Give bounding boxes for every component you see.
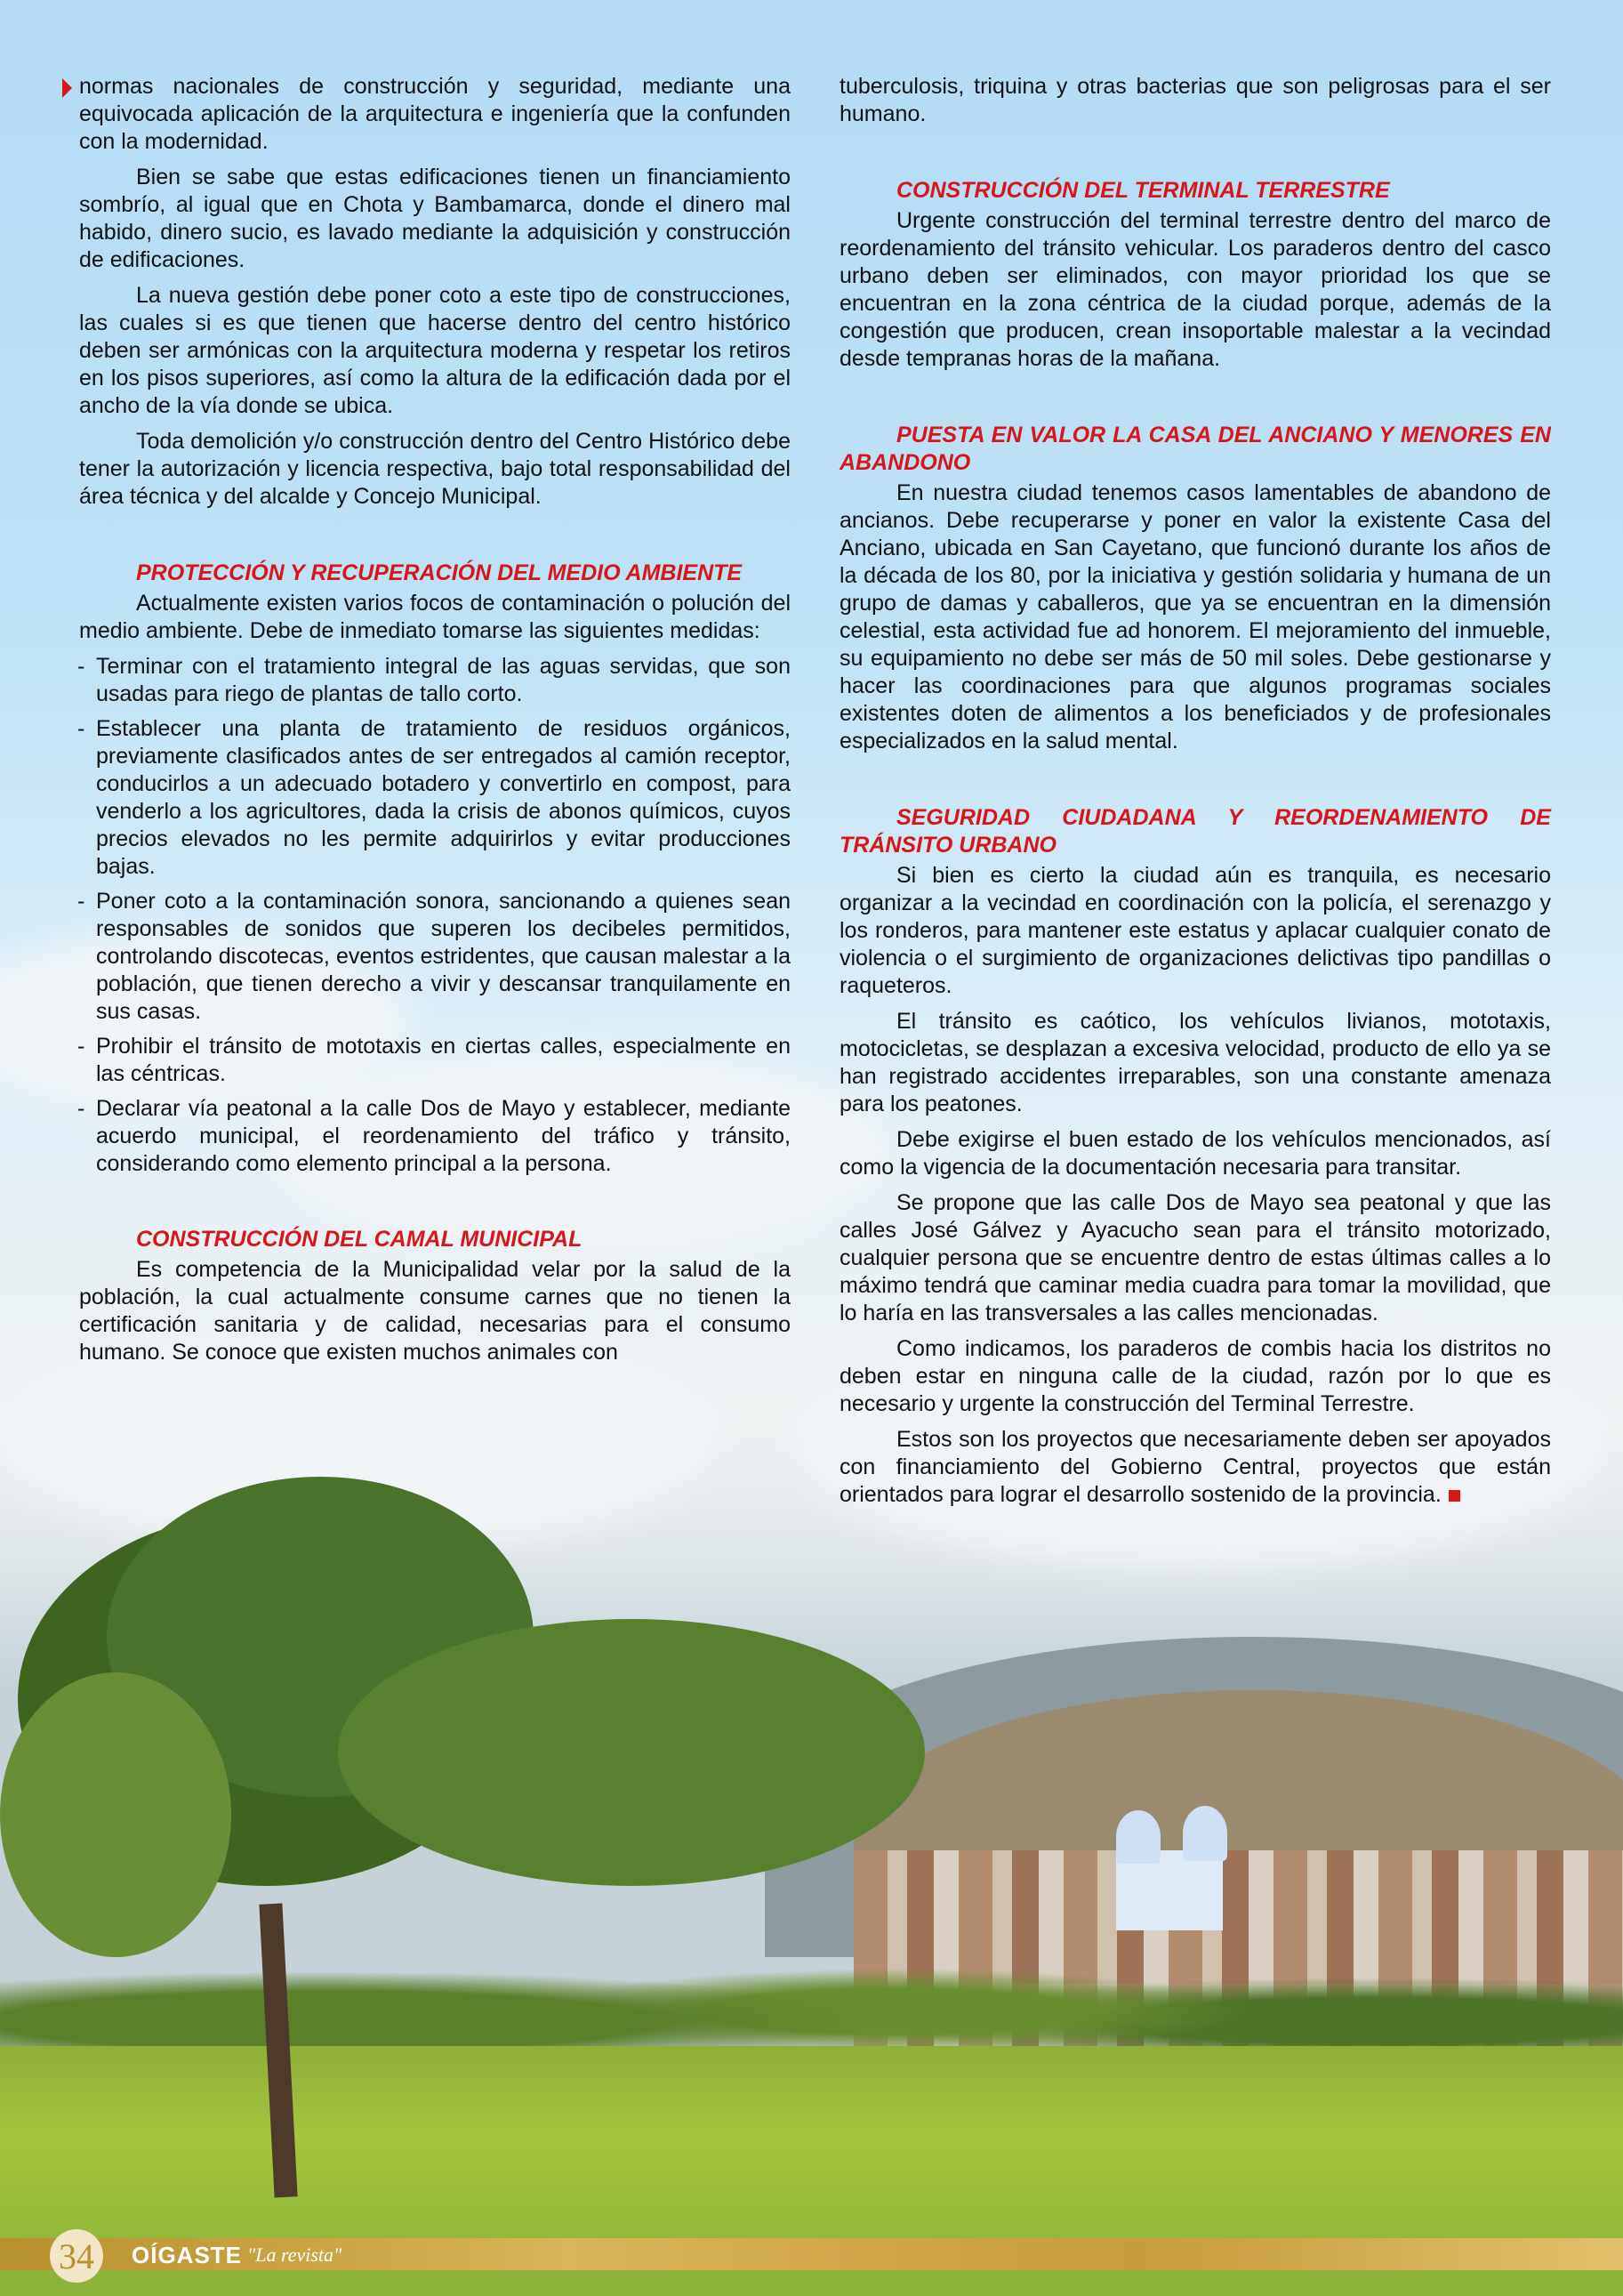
paragraph: Se propone que las calle Dos de Mayo sea peatonal y que las calles José Gálvez y Ayacucho sean para el tránsito motorizado, cualquier persona que se encuentre dentro de estas últimas calles a lo máximo tendrá que caminar media cuadra para tomar la movilidad, que lo haría en las transversales a las calles mencionadas.	[840, 1190, 1551, 1325]
paragraph: normas nacionales de construcción y seguridad, mediante una equivocada aplicación de la arquitectura e ingeniería que la confunden con la modernidad.	[79, 74, 791, 154]
section-heading-seguridad: SEGURIDAD CIUDADANA Y REORDENAMIENTO DE TRÁNSITO URBANO	[840, 805, 1551, 858]
church-dome-right	[1183, 1806, 1227, 1861]
left-column	[79, 73, 791, 1374]
right-column	[840, 73, 1551, 1517]
footer-grass-strip	[0, 2270, 1623, 2296]
paragraph: Bien se sabe que estas edificaciones tienen un financiamiento sombrío, al igual que en Chota y Bambamarca, donde el dinero mal habido, dinero sucio, es lavado mediante la adquisición y construcción de edificaciones.	[79, 165, 791, 272]
arrow-marker-icon	[62, 78, 72, 98]
page-number: 34	[59, 2236, 94, 2276]
section-heading-terminal: CONSTRUCCIÓN DEL TERMINAL TERRESTRE	[896, 178, 1390, 203]
section-heading-anciano: PUESTA EN VALOR LA CASA DEL ANCIANO Y MENORES EN ABANDONO	[840, 423, 1551, 475]
end-square-icon	[1449, 1490, 1460, 1502]
paragraph: La nueva gestión debe poner coto a este tipo de construcciones, las cuales si es que tienen que hacerse dentro del centro histórico deben ser armónicas con la arquitectura moderna y respetar los retiros en los pisos superiores, así como la altura de la edificación dada por el ancho de la vía donde se ubica.	[79, 283, 791, 418]
paragraph: Es competencia de la Municipalidad velar por la salud de la población, la cual actualmente consume carnes que no tienen la certificación sanitaria y de calidad, necesarias para el consumo humano. Se conoce que existen muchos animales con	[79, 1257, 791, 1365]
list-item: - Establecer una planta de tratamiento de residuos orgánicos, previamente clasificados antes de ser entregados al camión receptor, conducirlos a un adecuado botadero y convertirlo en compost, para venderlo a los agricultores, dada la crisis de abonos químicos, cuyos precios elevados no les permite adquirirlos y evitar producciones bajas.	[77, 715, 791, 881]
paragraph: Toda demolición y/o construcción dentro del Centro Histórico debe tener la autorización y licencia respectiva, bajo total responsabilidad del área técnica y del alcalde y Concejo Municipal.	[79, 429, 791, 509]
section-heading-ambiente: PROTECCIÓN Y RECUPERACIÓN DEL MEDIO AMBIENTE	[136, 560, 743, 585]
list-item: - Poner coto a la contaminación sonora, sancionando a quienes sean responsables de sonidos que superen los decibeles permitidos, controlando discotecas, eventos estridentes, que causan malestar a la población, que tienen derecho a vivir y descansar tranquilamente en sus casas.	[77, 888, 791, 1026]
paragraph-final	[840, 1426, 1551, 1509]
magazine-brand: OÍGASTE	[132, 2242, 243, 2268]
list-item: - Terminar con el tratamiento integral de las aguas servidas, que son usadas para riego de plantas de tallo corto.	[77, 653, 791, 708]
green-field	[0, 2046, 1623, 2268]
page-number-badge	[50, 2229, 103, 2283]
paragraph-text: Estos son los proyectos que necesariamente deben ser apoyados con financiamiento del Gobierno Central, proyectos que están orientados para lograr el desarrollo sostenido de la provincia.	[840, 1427, 1551, 1507]
paragraph: Si bien es cierto la ciudad aún es tranquila, es necesario organizar a la vecindad en coordinación con la policía, el serenazgo y los ronderos, para mantener este estatus y aplacar cualquier conato de violencia o el surgimiento de organizaciones delictivas tipo pandillas o raqueteros.	[840, 863, 1551, 998]
section-heading-camal: CONSTRUCCIÓN DEL CAMAL MUNICIPAL	[136, 1227, 583, 1252]
magazine-tagline: "La revista"	[247, 2244, 342, 2266]
paragraph: Urgente construcción del terminal terrestre dentro del marco de reordenamiento del tránsito vehicular. Los paraderos dentro del casco urbano deben ser eliminados, con mayor prioridad los que se encuentran en la zona céntrica de la ciudad porque, además de la congestión que producen, crean insoportable malestar a la vecindad desde tempranas horas de la mañana.	[840, 208, 1551, 371]
paragraph: El tránsito es caótico, los vehículos livianos, mototaxis, motocicletas, se desplazan a excesiva velocidad, producto de ello ya se han registrado accidentes irreparables, son una constante amenaza para los peatones.	[840, 1009, 1551, 1116]
paragraph: Debe exigirse el buen estado de los vehículos mencionados, así como la vigencia de la documentación necesaria para transitar.	[840, 1127, 1551, 1180]
paragraph: Actualmente existen varios focos de contaminación o polución del medio ambiente. Debe de inmediato tomarse las siguientes medidas:	[79, 591, 791, 643]
paragraph: Como indicamos, los paraderos de combis hacia los distritos no deben estar en ninguna calle de la ciudad, razón por lo que es necesario y urgente la construcción del Terminal Terrestre.	[840, 1336, 1551, 1416]
tree-canopy	[0, 1672, 231, 1957]
paragraph: En nuestra ciudad tenemos casos lamentables de abandono de ancianos. Debe recuperarse y poner en valor la existente Casa del Anciano, ubicada en San Cayetano, que funcionó durante los años de la década de los 80, por la iniciativa y gestión solidaria y humana de un grupo de damas y caballeros, que ya se encuentran en la dimensión celestial, esta actividad fue ad honorem. El mejoramiento del inmueble, su equipamiento no debe ser más de 50 mil soles. Debe gestionarse y hacer las coordinaciones para que algunos programas sociales existentes doten de alimentos a los beneficiados y de profesionales especializados en la salud mental.	[840, 480, 1551, 753]
tree-canopy	[338, 1619, 925, 1886]
measures-list	[79, 653, 791, 1178]
list-item: - Declarar vía peatonal a la calle Dos de Mayo y establecer, mediante acuerdo municipal, el reordenamiento del tráfico y tránsito, considerando como elemento principal a la persona.	[77, 1095, 791, 1178]
list-item: - Prohibir el tránsito de mototaxis en ciertas calles, especialmente en las céntricas.	[77, 1033, 791, 1088]
church-dome-left	[1116, 1810, 1161, 1864]
footer-band	[0, 2238, 1623, 2270]
paragraph: tuberculosis, triquina y otras bacterias que son peligrosas para el ser humano.	[840, 74, 1551, 126]
